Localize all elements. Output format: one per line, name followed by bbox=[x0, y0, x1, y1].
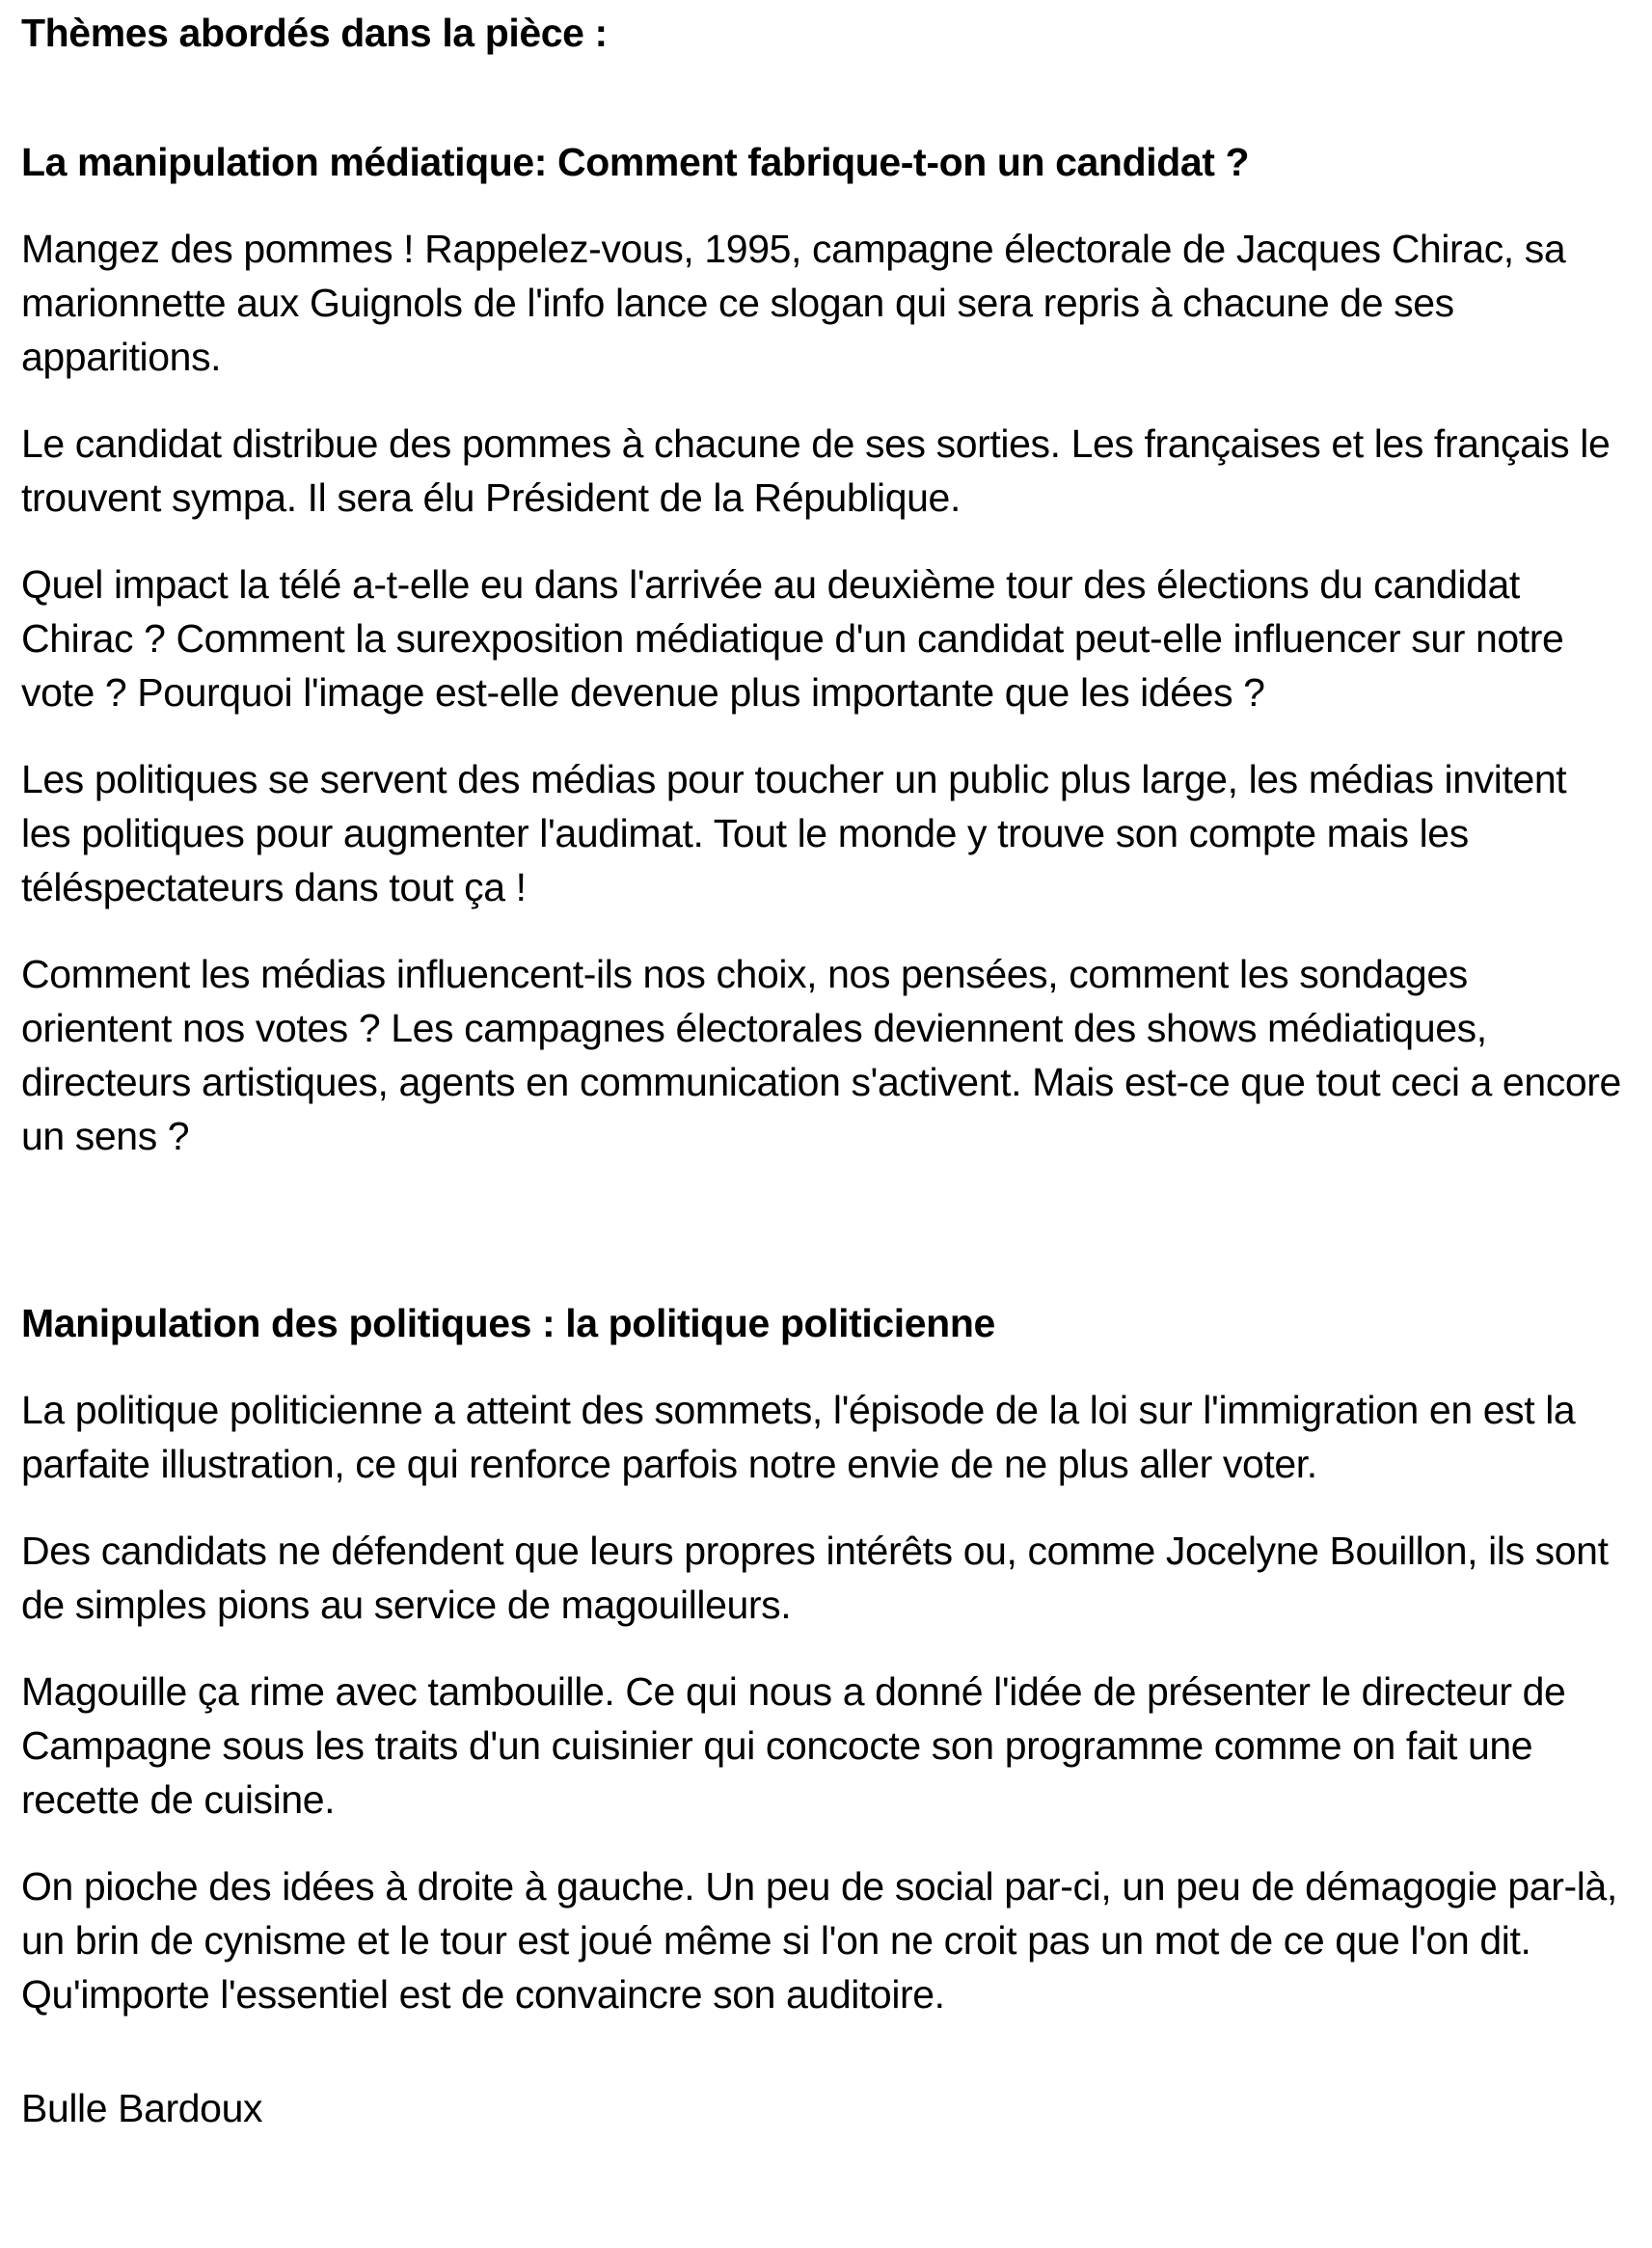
paragraph: Mangez des pommes ! Rappelez-vous, 1995, campagne électorale de Jacques Chirac, sa marionnette aux Guignols de l'info lance ce slogan qui sera repris à chacune de ses apparitions. bbox=[21, 227, 1566, 379]
paragraph: Comment les médias influencent-ils nos choix, nos pensées, comment les sondages orientent nos votes ? Les campagnes électorales deviennent des shows médiatiques, directeurs artistiques, agents en communication s'activent. Mais est-ce que tout ceci a encore un sens ? bbox=[21, 952, 1621, 1158]
section-heading-media-manipulation: La manipulation médiatique: Comment fabrique-t-on un candidat ? bbox=[21, 140, 1250, 184]
paragraph: Le candidat distribue des pommes à chacune de ses sorties. Les françaises et les français le trouvent sympa. Il sera élu Président de la République. bbox=[21, 421, 1611, 520]
author-signature: Bulle Bardoux bbox=[21, 2086, 263, 2130]
paragraph: On pioche des idées à droite à gauche. Un peu de social par-ci, un peu de démagogie par-là, un brin de cynisme et le tour est joué même si l'on ne croit pas un mot de ce que l'on dit. Qu'importe l'essentiel est de convaincre son auditoire. bbox=[21, 1864, 1617, 2017]
section-political-manipulation bbox=[21, 1296, 1623, 2021]
paragraph: Magouille ça rime avec tambouille. Ce qui nous a donné l'idée de présenter le directeur de Campagne sous les traits d'un cuisinier qui concocte son programme comme on fait une recette de cuisine. bbox=[21, 1669, 1566, 1822]
paragraph: Des candidats ne défendent que leurs propres intérêts ou, comme Jocelyne Bouillon, ils sont de simples pions au service de magouilleurs. bbox=[21, 1529, 1609, 1627]
paragraph: La politique politicienne a atteint des sommets, l'épisode de la loi sur l'immigration en est la parfaite illustration, ce qui renforce parfois notre envie de ne plus aller voter. bbox=[21, 1388, 1576, 1486]
section-heading-political-manipulation: Manipulation des politiques : la politique politicienne bbox=[21, 1301, 995, 1345]
section-media-manipulation bbox=[21, 135, 1623, 1163]
paragraph: Quel impact la télé a-t-elle eu dans l'arrivée au deuxième tour des élections du candidat Chirac ? Comment la surexposition médiatique d'un candidat peut-elle influencer sur notre vote ? Pourquoi l'image est-elle devenue plus importante que les idées ? bbox=[21, 562, 1564, 715]
page-title: Thèmes abordés dans la pièce : bbox=[21, 11, 608, 55]
paragraph: Les politiques se servent des médias pour toucher un public plus large, les médias invitent les politiques pour augmenter l'audimat. Tout le monde y trouve son compte mais les téléspectateurs dans tout ça ! bbox=[21, 757, 1567, 909]
